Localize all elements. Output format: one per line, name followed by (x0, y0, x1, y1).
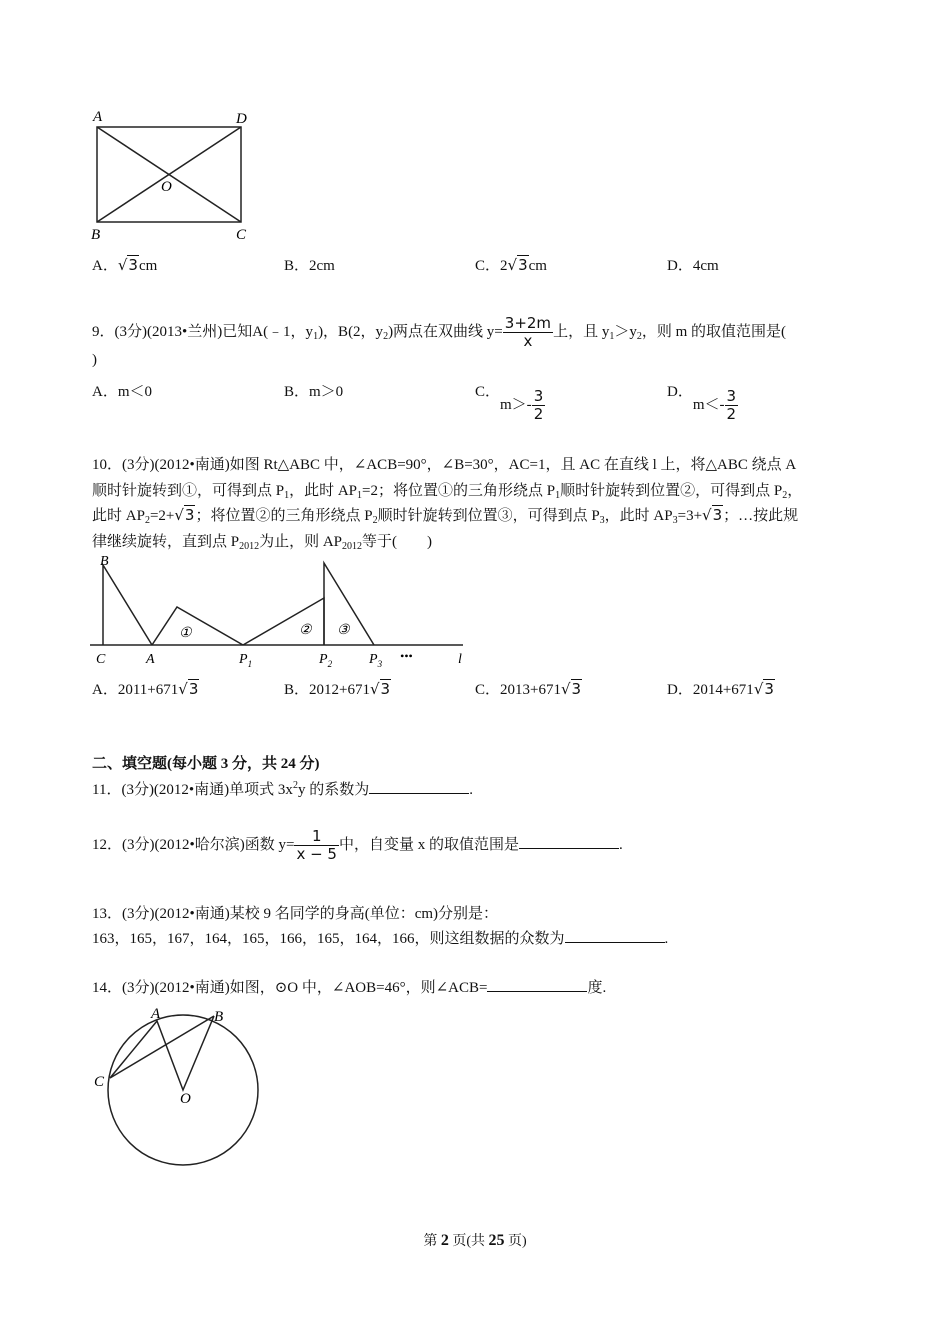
fig-label-B: B (100, 554, 109, 569)
q14: 14．(3分)(2012•南通)如图，⊙O 中，∠AOB=46°，则∠ACB= 度. (92, 976, 606, 997)
circle-figure (90, 1003, 265, 1173)
q10-option-b: B．2012+671√3 (284, 680, 391, 698)
q10-line-3: 此时 $AP_2=2+√3$；将位置②的三角形绕点 $P_2$顺时针旋转到位置③，可得到点 $P_3$，此时 $AP_3=3+√3$；…按此规 (92, 506, 799, 526)
q9-stem-tail: ) (92, 352, 97, 368)
q13-line-2: 163，165，167，164，165，166，165，164，166，则这组数据的众数为 . (92, 927, 668, 948)
fig-label-l: l (458, 652, 462, 667)
fig-label-P2: $P_2$ (319, 652, 333, 669)
label-C: C (236, 227, 247, 243)
q10-option-d: D．2014+671√3 (667, 680, 774, 698)
fig-dots: ••• (400, 649, 413, 663)
section-heading: 二、填空题(每小题 3 分，共 24 分) (92, 756, 320, 772)
circle-label-C: C (94, 1074, 105, 1090)
q9-option-b: B．m＞0 (284, 384, 344, 400)
q11: 11．(3分)(2012•南通)单项式 $3x^2y$ 的系数为 . (92, 780, 473, 798)
q11-answer-blank[interactable] (369, 779, 469, 794)
q14-answer-blank[interactable] (487, 977, 587, 992)
label-O: O (161, 179, 172, 195)
rectangle-figure (85, 105, 255, 245)
label-A: A (93, 109, 103, 125)
q10-option-c: C．2013+671√3 (475, 680, 582, 698)
circle-label-O: O (180, 1091, 191, 1107)
circle-label-A: A (151, 1006, 161, 1022)
page-footer: 第 2 页(共 25 页) (423, 1232, 527, 1249)
q9-stem: 9．(3分)(2013•兰州)已知A(﹣1，$y_1$)，B(2，$y_2$)两点在双曲线 y= $\frac{3+2m}{x}$ 上，且 $y_1>y_2$，则 m 的取值范围是( (92, 314, 787, 350)
q8-option-c: C．2√3cm (475, 256, 547, 274)
q10-option-a: A．2011+671√3 (92, 680, 199, 698)
q9-option-a: A．m＜0 (92, 384, 153, 400)
fig-circle-1: ① (179, 626, 192, 641)
fig-label-P1: $P_1$ (239, 652, 253, 669)
circle-label-B: B (214, 1009, 224, 1025)
q10-line-1: 10．(3分)(2012•南通)如图 Rt△ABC 中，∠ACB=90°，∠B=30°，AC=1，且 AC 在直线 l 上，将△ABC 绕点 A (92, 457, 797, 473)
fig-label-C: C (96, 652, 106, 667)
q12: 12．(3分)(2012•哈尔滨)函数 y= $\frac{1}{x - 5}$ 中，自变量 x 的取值范围是 . (92, 827, 623, 863)
q8-option-a: A．√3cm (92, 256, 158, 274)
q8-option-b: B．2cm (284, 258, 335, 274)
q10-line-2: 顺时针旋转到①，可得到点 $P_1$，此时 $AP_1=2$；将位置①的三角形绕点 $P_1$顺时针旋转到位置②，可得到点 $P_2$， (92, 483, 803, 501)
q12-answer-blank[interactable] (519, 834, 619, 849)
fig-circle-3: ③ (337, 623, 350, 638)
label-B: B (91, 227, 101, 243)
label-D: D (236, 111, 247, 127)
fig-label-P3: $P_3$ (369, 652, 383, 669)
q13-answer-blank[interactable] (565, 928, 665, 943)
q9-option-d: D．m＜- $\frac{3}{2}$ (667, 384, 737, 423)
q10-line-4: 律继续旋转，直到点 $P_{2012}$为止，则 $AP_{2012}$等于( ) (92, 534, 433, 552)
fig-label-A: A (146, 652, 155, 667)
rotation-figure (88, 553, 473, 673)
q13-line-1: 13．(3分)(2012•南通)某校 9 名同学的身高(单位：cm)分别是： (92, 906, 499, 922)
fig-circle-2: ② (299, 623, 312, 638)
q9-option-c: C．m＞- $\frac{3}{2}$ (475, 384, 544, 423)
q8-option-d: D．4cm (667, 258, 719, 274)
